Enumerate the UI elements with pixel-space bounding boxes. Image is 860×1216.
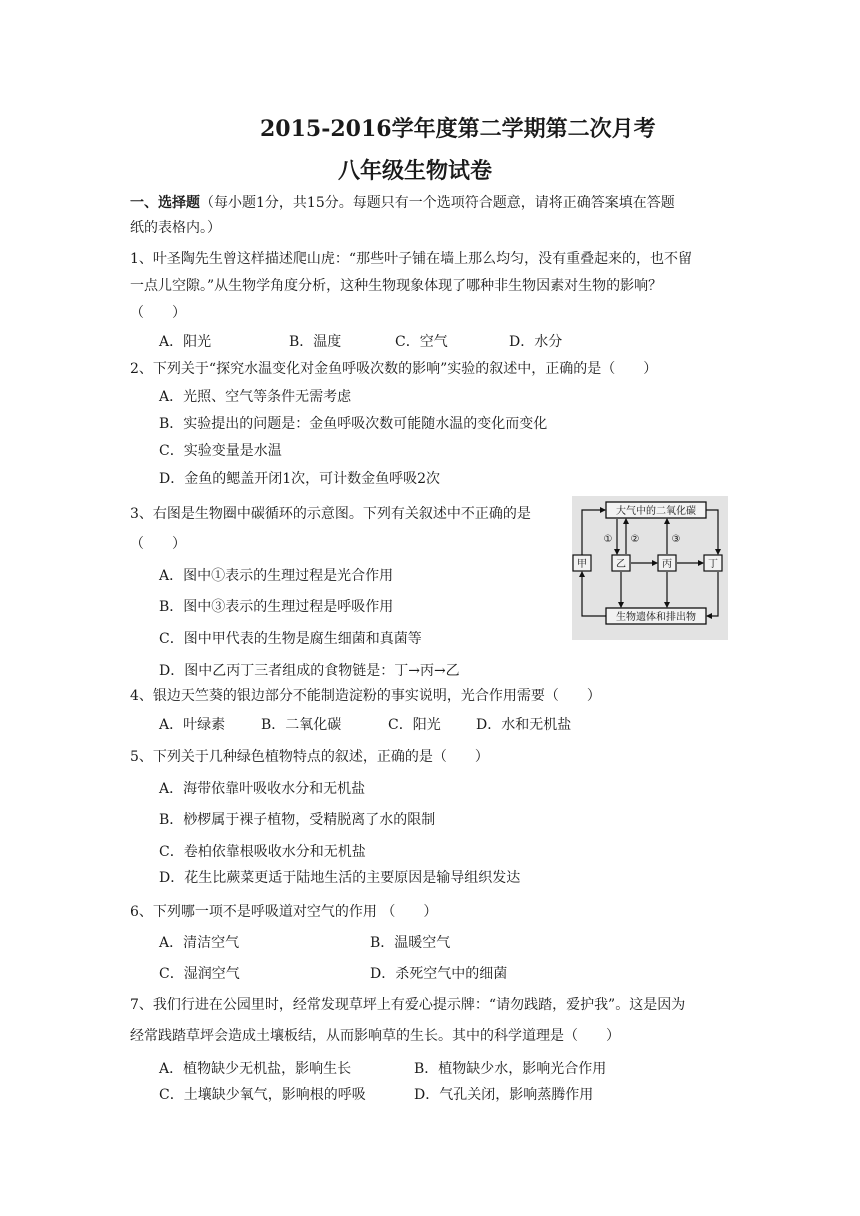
section-instruction-text: （每小题1分，共15分。每题只有一个选项符合题意，请将正确答案填在答题 (200, 195, 675, 211)
q1-answer-blank: （ ） (130, 305, 186, 321)
q2-option-b: B．实验提出的问题是：金鱼呼吸次数可能随水温的变化而变化 (159, 416, 548, 432)
exam-title: 2015-2016学年度第二学期第二次月考 (260, 116, 656, 142)
section-instruction-line1 (130, 194, 675, 212)
q4-stem: 4、银边天竺葵的银边部分不能制造淀粉的事实说明，光合作用需要（ ） (130, 688, 601, 704)
q3-option-d: D．图中乙丙丁三者组成的食物链是：丁→丙→乙 (159, 663, 460, 679)
q7-option-b: B．植物缺少水，影响光合作用 (414, 1061, 607, 1077)
mark-1: ① (603, 534, 613, 545)
q6-option-a: A．清洁空气 (159, 935, 240, 951)
q1-option-c: C．空气 (395, 334, 448, 350)
mark-3: ③ (671, 534, 681, 545)
carbon-cycle-svg (572, 496, 728, 640)
mark-2: ② (630, 534, 640, 545)
q1-stem-line1: 1、叶圣陶先生曾这样描述爬山虎：“那些叶子铺在墙上那么均匀，没有重叠起来的，也不留 (130, 251, 693, 267)
q3-stem: 3、右图是生物圈中碳循环的示意图。下列有关叙述中不正确的是 (130, 506, 531, 522)
q5-option-c: C．卷柏依靠根吸收水分和无机盐 (159, 844, 366, 860)
q5-option-b: B．桫椤属于裸子植物，受精脱离了水的限制 (159, 812, 436, 828)
q3-option-a: A．图中①表示的生理过程是光合作用 (159, 568, 394, 584)
exam-subtitle: 八年级生物试卷 (338, 158, 493, 184)
q5-option-d: D．花生比蕨菜更适于陆地生活的主要原因是输导组织发达 (159, 870, 521, 886)
node-ding-label: 丁 (708, 559, 718, 570)
q5-stem: 5、下列关于几种绿色植物特点的叙述，正确的是（ ） (130, 749, 489, 765)
q6-stem: 6、下列哪一项不是呼吸道对空气的作用 （ ） (130, 904, 438, 920)
q4-option-d: D．水和无机盐 (476, 717, 572, 733)
q4-option-c: C．阳光 (388, 717, 441, 733)
q2-stem: 2、下列关于“探究水温变化对金鱼呼吸次数的影响”实验的叙述中，正确的是（ ） (130, 361, 658, 377)
node-yi-label: 乙 (616, 559, 626, 570)
q7-stem-line1: 7、我们行进在公园里时，经常发现草坪上有爱心提示牌：“请勿践踏，爱护我”。这是因为 (130, 997, 686, 1013)
q3-option-c: C．图中甲代表的生物是腐生细菌和真菌等 (159, 631, 422, 647)
q6-option-c: C．湿润空气 (159, 966, 240, 982)
q2-option-c: C．实验变量是水温 (159, 443, 282, 459)
q1-option-d: D．水分 (509, 334, 563, 350)
q4-option-b: B．二氧化碳 (261, 717, 342, 733)
carbon-cycle-diagram (572, 496, 728, 640)
q7-option-d: D．气孔关闭，影响蒸腾作用 (414, 1087, 594, 1103)
section-instruction-line2: 纸的表格内。） (130, 220, 221, 236)
q6-option-b: B．温暖空气 (370, 935, 451, 951)
q1-stem-line2: 一点儿空隙。”从生物学角度分析，这种生物现象体现了哪种非生物因素对生物的影响？ (130, 278, 663, 294)
q7-option-c: C．土壤缺少氧气，影响根的呼吸 (159, 1087, 366, 1103)
q6-option-d: D．杀死空气中的细菌 (370, 966, 508, 982)
remains-excreta-label: 生物遗体和排出物 (616, 612, 696, 623)
q5-option-a: A．海带依靠叶吸收水分和无机盐 (159, 781, 366, 797)
q1-option-b: B．温度 (289, 334, 342, 350)
q7-option-a: A．植物缺少无机盐，影响生长 (159, 1061, 352, 1077)
q2-option-d: D．金鱼的鳃盖开闭1次，可计数金鱼呼吸2次 (159, 471, 441, 487)
q3-answer-blank: （ ） (130, 536, 186, 552)
q2-option-a: A．光照、空气等条件无需考虑 (159, 389, 352, 405)
q7-stem-line2: 经常践踏草坪会造成土壤板结，从而影响草的生长。其中的科学道理是（ ） (130, 1028, 620, 1044)
node-jia-label: 甲 (577, 559, 587, 570)
section-heading: 一、选择题 (130, 195, 200, 211)
q4-option-a: A．叶绿素 (159, 717, 226, 733)
atmosphere-co2-label: 大气中的二氧化碳 (616, 506, 696, 517)
q1-option-a: A．阳光 (159, 334, 212, 350)
node-bing-label: 丙 (662, 559, 672, 570)
q3-option-b: B．图中③表示的生理过程是呼吸作用 (159, 599, 394, 615)
